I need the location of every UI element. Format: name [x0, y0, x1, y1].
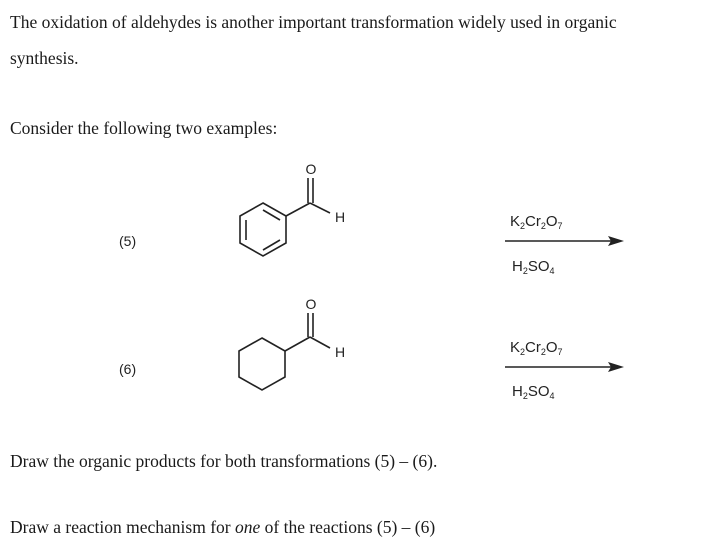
reaction-5-label: (5) — [119, 233, 137, 249]
cyclohexanecarbaldehyde-structure — [239, 313, 330, 390]
mechanism-emphasis: one — [234, 517, 261, 537]
r6-oxygen-atom: O — [305, 296, 317, 312]
r6-hydrogen-atom: H — [334, 344, 346, 360]
r6-reagent-bottom: $H_2SO_4$ — [512, 383, 555, 401]
mechanism-suffix: of the reactions (5) – (6) — [260, 517, 436, 537]
draw-products-text: Draw the organic products for both transformations (5) – (6). — [10, 451, 438, 471]
reaction-6-arrow — [505, 362, 624, 372]
intro-text-line1: The oxidation of aldehydes is another important transformation widely used in organic — [10, 12, 617, 32]
benzaldehyde-structure — [240, 178, 330, 256]
r6-reagent-top: $K_2Cr_2O_7$ — [510, 339, 563, 357]
r5-hydrogen-atom: H — [334, 209, 346, 225]
r5-reagent-bottom: $H_2SO_4$ — [512, 258, 555, 276]
mechanism-text — [10, 519, 435, 537]
reaction-5-arrow — [505, 236, 624, 246]
mechanism-prefix: Draw a reaction mechanism for — [10, 517, 235, 537]
r5-oxygen-atom: O — [305, 161, 317, 177]
r5-reagent-top: $K_2Cr_2O_7$ — [510, 213, 563, 231]
reaction-6-label: (6) — [119, 361, 137, 377]
intro-text-line2: synthesis. — [10, 48, 79, 68]
consider-text: Consider the following two examples: — [10, 118, 278, 138]
